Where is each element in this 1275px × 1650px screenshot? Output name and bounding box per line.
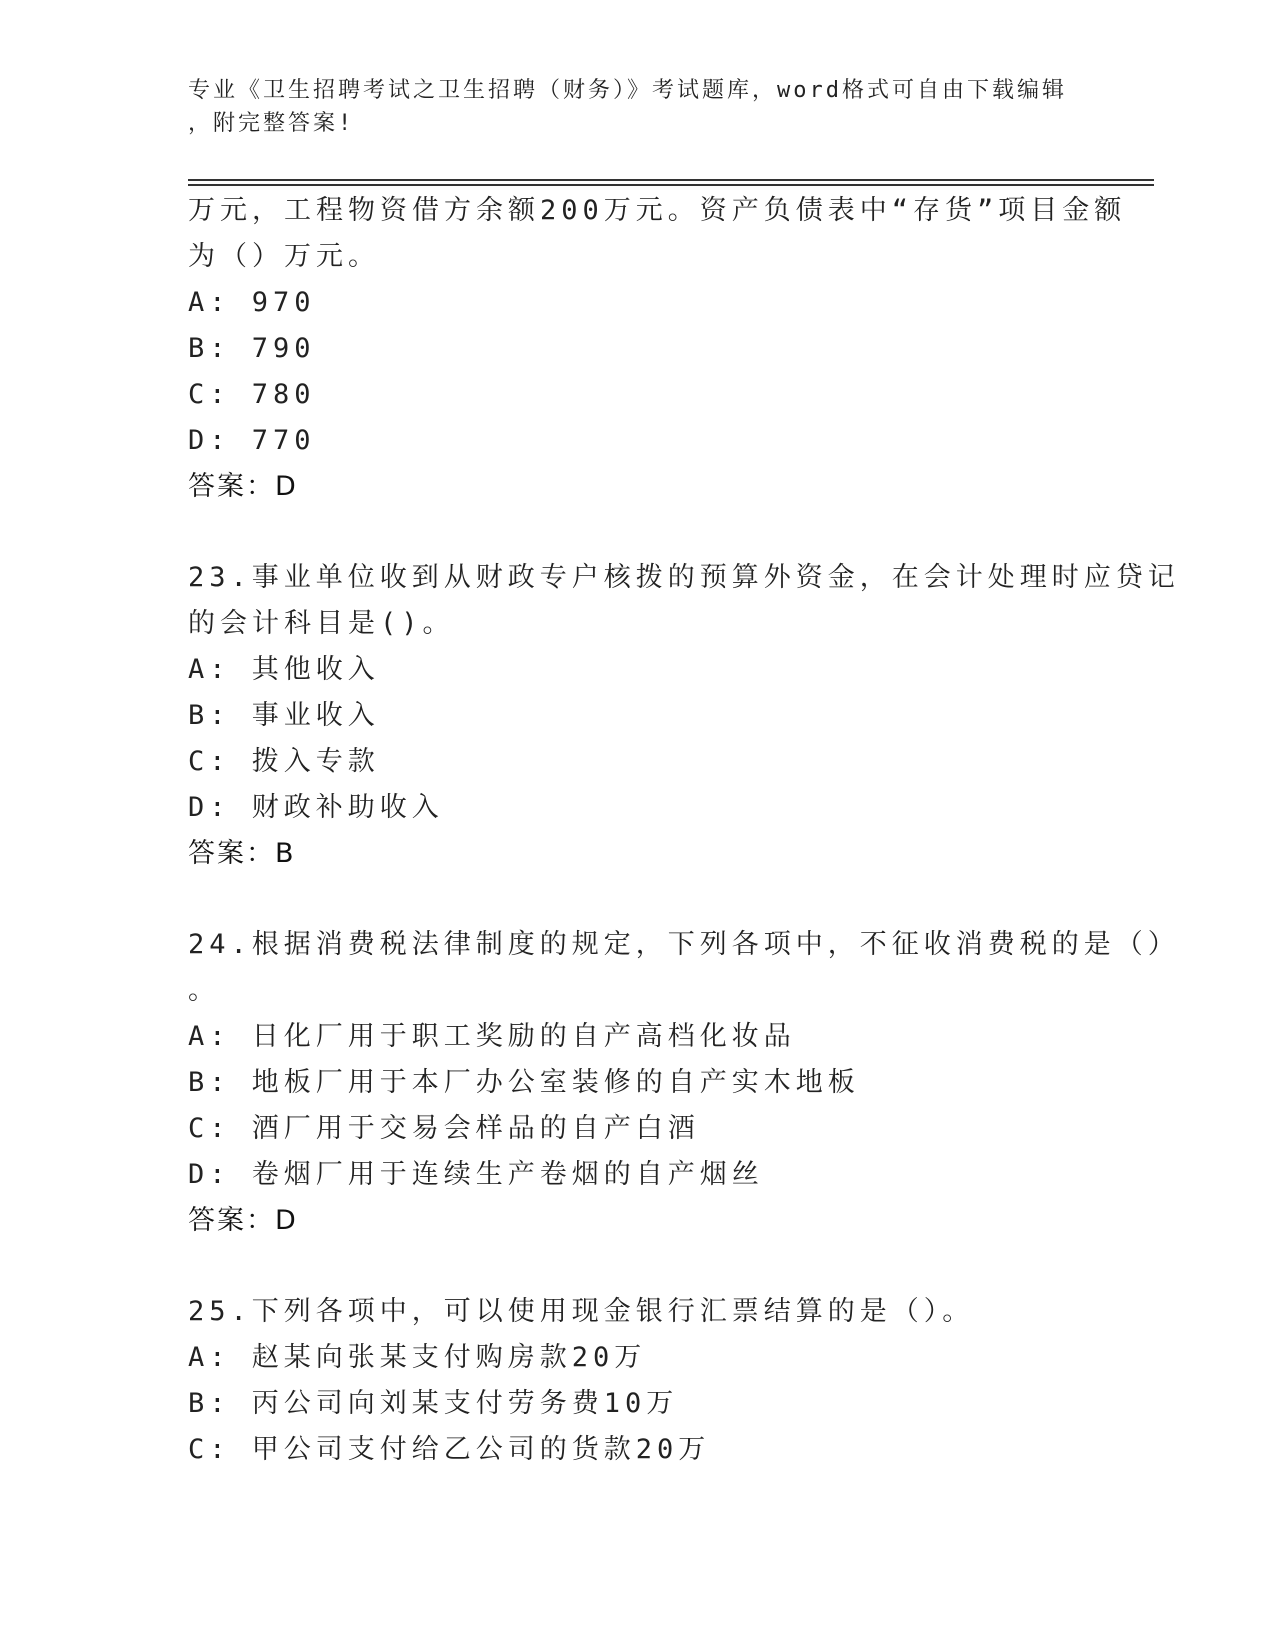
option-d: D: 财政补助收入 (188, 792, 444, 823)
question-list (188, 188, 1180, 1473)
option-b: B: 丙公司向刘某支付劳务费10万 (188, 1388, 679, 1419)
spacer (188, 510, 1088, 555)
header-line-1: 专业《卫生招聘考试之卫生招聘（财务）》考试题库，word格式可自由下载编辑 (188, 78, 1067, 103)
option-a: A: 其他收入 (188, 654, 380, 685)
option-c: C: 拨入专款 (188, 746, 380, 777)
document-header (188, 74, 1088, 140)
header-line-2: ，附完整答案! (188, 111, 355, 136)
option-a: A: 赵某向张某支付购房款20万 (188, 1342, 647, 1373)
question-stem-line: 。 (188, 975, 220, 1006)
question-23 (188, 555, 1180, 877)
question-stem-line: 万元，工程物资借方余额200万元。资产负债表中“存货”项目金额 (188, 195, 1127, 226)
header-divider-bottom (188, 184, 1154, 186)
answer-label: 答案：D (188, 471, 298, 502)
header-divider-top (188, 179, 1154, 181)
option-c: C: 酒厂用于交易会样品的自产白酒 (188, 1113, 700, 1144)
question-stem-line: 23.事业单位收到从财政专户核拨的预算外资金，在会计处理时应贷记 (188, 562, 1180, 593)
spacer (188, 1244, 1088, 1289)
question-stem-line: 为（）万元。 (188, 241, 380, 272)
option-a: A: 970 (188, 287, 316, 318)
question-stem-line: 25.下列各项中，可以使用现金银行汇票结算的是（）。 (188, 1296, 975, 1327)
answer-label: 答案：D (188, 1205, 298, 1236)
question-24 (188, 922, 1180, 1244)
spacer (188, 877, 1088, 922)
question-25 (188, 1289, 1088, 1473)
option-d: D: 770 (188, 425, 316, 456)
question-stem-line: 24.根据消费税法律制度的规定，下列各项中，不征收消费税的是（） (188, 929, 1180, 960)
question-22 (188, 188, 1127, 510)
option-a: A: 日化厂用于职工奖励的自产高档化妆品 (188, 1021, 796, 1052)
option-c: C: 甲公司支付给乙公司的货款20万 (188, 1434, 711, 1465)
option-b: B: 地板厂用于本厂办公室装修的自产实木地板 (188, 1067, 860, 1098)
option-b: B: 790 (188, 333, 316, 364)
option-d: D: 卷烟厂用于连续生产卷烟的自产烟丝 (188, 1159, 764, 1190)
option-c: C: 780 (188, 379, 316, 410)
answer-label: 答案：B (188, 838, 296, 869)
option-b: B: 事业收入 (188, 700, 380, 731)
question-stem-line: 的会计科目是()。 (188, 608, 455, 639)
